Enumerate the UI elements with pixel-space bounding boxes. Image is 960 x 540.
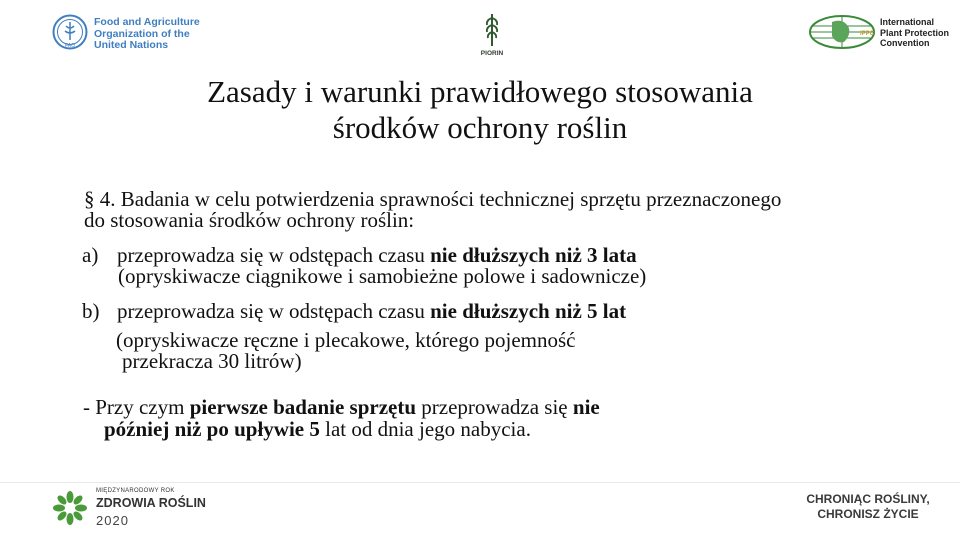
ippc-globe-icon — [808, 14, 876, 50]
footer-slogan — [780, 492, 956, 522]
note-mid: przeprowadza się — [416, 395, 573, 419]
list-subtext-b-2: przekracza 30 litrów) — [122, 349, 302, 373]
note-bold-1: pierwsze badanie sprzętu — [189, 395, 417, 419]
paragraph-intro — [84, 188, 954, 232]
note-end: lat od dnia jego nabycia. — [319, 417, 531, 441]
ippc-name: International Plant Protection Convention — [880, 17, 950, 48]
iyph-year: 2020 — [96, 513, 129, 528]
slogan-line-2: CHRONISZ ŻYCIE — [817, 507, 919, 521]
note-bold-3: później niż po upływie 5 — [104, 417, 320, 441]
piorin-logo — [476, 10, 508, 62]
intro-line-1: § 4. Badania w celu potwierdzenia sprawności technicznej sprzętu przeznaczonego — [84, 187, 782, 211]
fao-logo — [52, 14, 262, 54]
list-text-b: przeprowadza się w odstępach czasu — [117, 299, 431, 323]
iyph-small-text: MIĘDZYNARODOWY ROK — [96, 488, 175, 494]
iyph-logo — [52, 486, 252, 532]
list-item-b — [82, 300, 952, 323]
leaf-circle-icon — [52, 490, 88, 526]
svg-text:FAO: FAO — [64, 43, 76, 49]
footer-divider — [0, 482, 960, 483]
intro-line-2: do stosowania środków ochrony roślin: — [84, 208, 415, 232]
ippc-logo — [808, 14, 958, 54]
list-text-a: przeprowadza się w odstępach czasu — [117, 243, 431, 267]
note-bold-2: nie — [572, 395, 600, 419]
svg-text:IPPC: IPPC — [860, 31, 875, 37]
fao-name: Food and Agriculture Organization of the United Nations — [94, 16, 200, 51]
list-bold-a: nie dłuższych niż 3 lata — [430, 243, 637, 267]
note-line-2 — [104, 418, 531, 441]
list-label-b: b) — [82, 299, 100, 323]
wheat-icon — [476, 10, 508, 50]
iyph-title: ZDROWIA ROŚLIN — [96, 496, 206, 510]
list-label-a: a) — [82, 243, 99, 267]
title-line-2: środków ochrony roślin — [332, 110, 628, 145]
fao-emblem-icon — [52, 14, 88, 50]
piorin-name: PIORIN — [480, 50, 504, 57]
list-bold-b: nie dłuższych niż 5 lat — [430, 299, 627, 323]
note-line-1 — [83, 396, 953, 419]
note-prefix: - Przy czym — [83, 395, 190, 419]
title-line-1: Zasady i warunki prawidłowego stosowania — [207, 74, 753, 109]
list-subtext-a: (opryskiwacze ciągnikowe i samobieżne polowe i sadownicze) — [118, 264, 647, 288]
slide-title — [0, 74, 960, 146]
slogan-line-1: CHRONIĄC ROŚLINY, — [806, 492, 930, 506]
list-subtext-b-1: (opryskiwacze ręczne i plecakowe, którego pojemność — [116, 328, 576, 352]
